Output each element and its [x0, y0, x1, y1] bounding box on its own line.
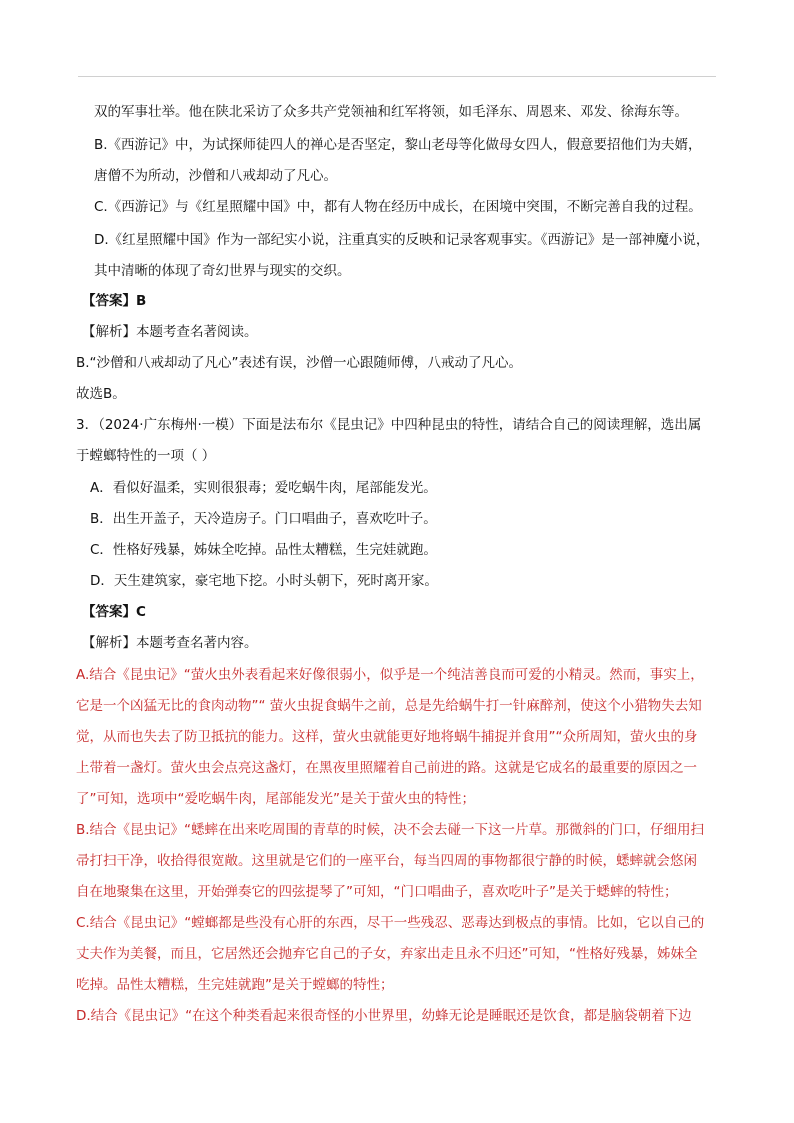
q2-analysis-label: 【解析】本题考查名著阅读。 [82, 324, 258, 340]
q3-analysis-line: B.结合《昆虫记》“蟋蟀在出来吃周围的青草的时候，决不会去碰一下这一片草。那微斜的门口，仔细用扫 [76, 822, 705, 838]
q3-stem-line2: 于螳螂特性的一项（ ） [76, 448, 216, 464]
q2-option-b-line2: 唐僧不为所动，沙僧和八戒却动了凡心。 [94, 168, 337, 184]
q3-option-b: B．出生开盖子，天冷造房子。门口唱曲子，喜欢吃叶子。 [90, 511, 437, 527]
q2-analysis-line2: 故选B。 [76, 386, 126, 402]
q3-analysis-line: 了”可知，选项中“爱吃蜗牛肉，尾部能发光”是关于萤火虫的特性； [76, 791, 475, 807]
q3-option-c: C．性格好残暴，姊妹全吃掉。品性太糟糕，生完娃就跑。 [90, 542, 437, 558]
q2-answer: 【答案】B [82, 293, 147, 309]
q3-analysis-line: A.结合《昆虫记》“萤火虫外表看起来好像很弱小，似乎是一个纯洁善良而可爱的小精灵。然而，事实上， [76, 667, 704, 683]
q2-analysis-line1: B.“沙僧和八戒却动了凡心”表述有误，沙僧一心跟随师傅，八戒动了凡心。 [76, 355, 523, 371]
q3-analysis-line: 觉，从而也失去了防卫抵抗的能力。这样，萤火虫就能更好地将蜗牛捕捉并食用”“众所周知，萤火虫的身 [76, 729, 698, 745]
q3-stem-line1: 3．（2024·广东梅州·一模）下面是法布尔《昆虫记》中四种昆虫的特性，请结合自己的阅读理解，选出属 [76, 417, 702, 433]
q2-option-a-continuation: 双的军事壮举。他在陕北采访了众多共产党领袖和红军将领，如毛泽东、周恩来、邓发、徐海东等。 [94, 104, 688, 120]
q3-analysis-line: 吃掉。品性太糟糕，生完娃就跑”是关于螳螂的特性； [76, 977, 394, 993]
page-top-rule [78, 76, 716, 77]
q3-analysis-line: 上带着一盏灯。萤火虫会点亮这盏灯，在黑夜里照耀着自己前进的路。这就是它成名的最重要的原因之一 [76, 760, 697, 776]
q3-option-d: D．天生建筑家，豪宅地下挖。小时头朝下，死时离开家。 [90, 573, 438, 589]
q2-option-b-line1: B.《西游记》中，为试探师徒四人的禅心是否坚定，黎山老母等化做母女四人，假意要招他们为夫婿， [94, 137, 702, 153]
q3-option-a: A．看似好温柔，实则很狠毒；爱吃蜗牛肉，尾部能发光。 [90, 480, 437, 496]
q3-analysis-line: 帚打扫干净，收拾得很宽敞。这里就是它们的一座平台，每当四周的事物都很宁静的时候，蟋蟀就会悠闲 [76, 853, 697, 869]
q3-analysis-label: 【解析】本题考查名著内容。 [82, 635, 258, 651]
q3-analysis-line: C.结合《昆虫记》“螳螂都是些没有心肝的东西，尽干一些残忍、恶毒达到极点的事情。比如，它以自己的 [76, 915, 705, 931]
q2-option-d-line2: 其中清晰的体现了奇幻世界与现实的交织。 [94, 263, 351, 279]
q2-option-d-line1: D.《红星照耀中国》作为一部纪实小说，注重真实的反映和记录客观事实。《西游记》是一部神魔小说， [94, 232, 710, 248]
q3-analysis-line: 自在地聚集在这里，开始弹奏它的四弦提琴了”可知，“门口唱曲子，喜欢吃叶子”是关于蟋蟀的特性； [76, 884, 678, 900]
q2-option-c: C.《西游记》与《红星照耀中国》中，都有人物在经历中成长，在困境中突围，不断完善自我的过程。 [94, 199, 702, 215]
q3-answer: 【答案】C [82, 604, 146, 620]
q3-analysis-line: 丈夫作为美餐，而且，它居然还会抛弃它自己的子女，弃家出走且永不归还”可知，“性格好残暴，姊妹全 [76, 946, 698, 962]
q3-analysis-line: D.结合《昆虫记》“在这个种类看起来很奇怪的小世界里，幼蜂无论是睡眠还是饮食，都是脑袋朝着下边 [76, 1008, 692, 1024]
q3-analysis-line: 它是一个凶猛无比的食肉动物”“ 萤火虫捉食蜗牛之前，总是先给蜗牛打一针麻醉剂，使这个小猎物失去知 [76, 698, 702, 714]
